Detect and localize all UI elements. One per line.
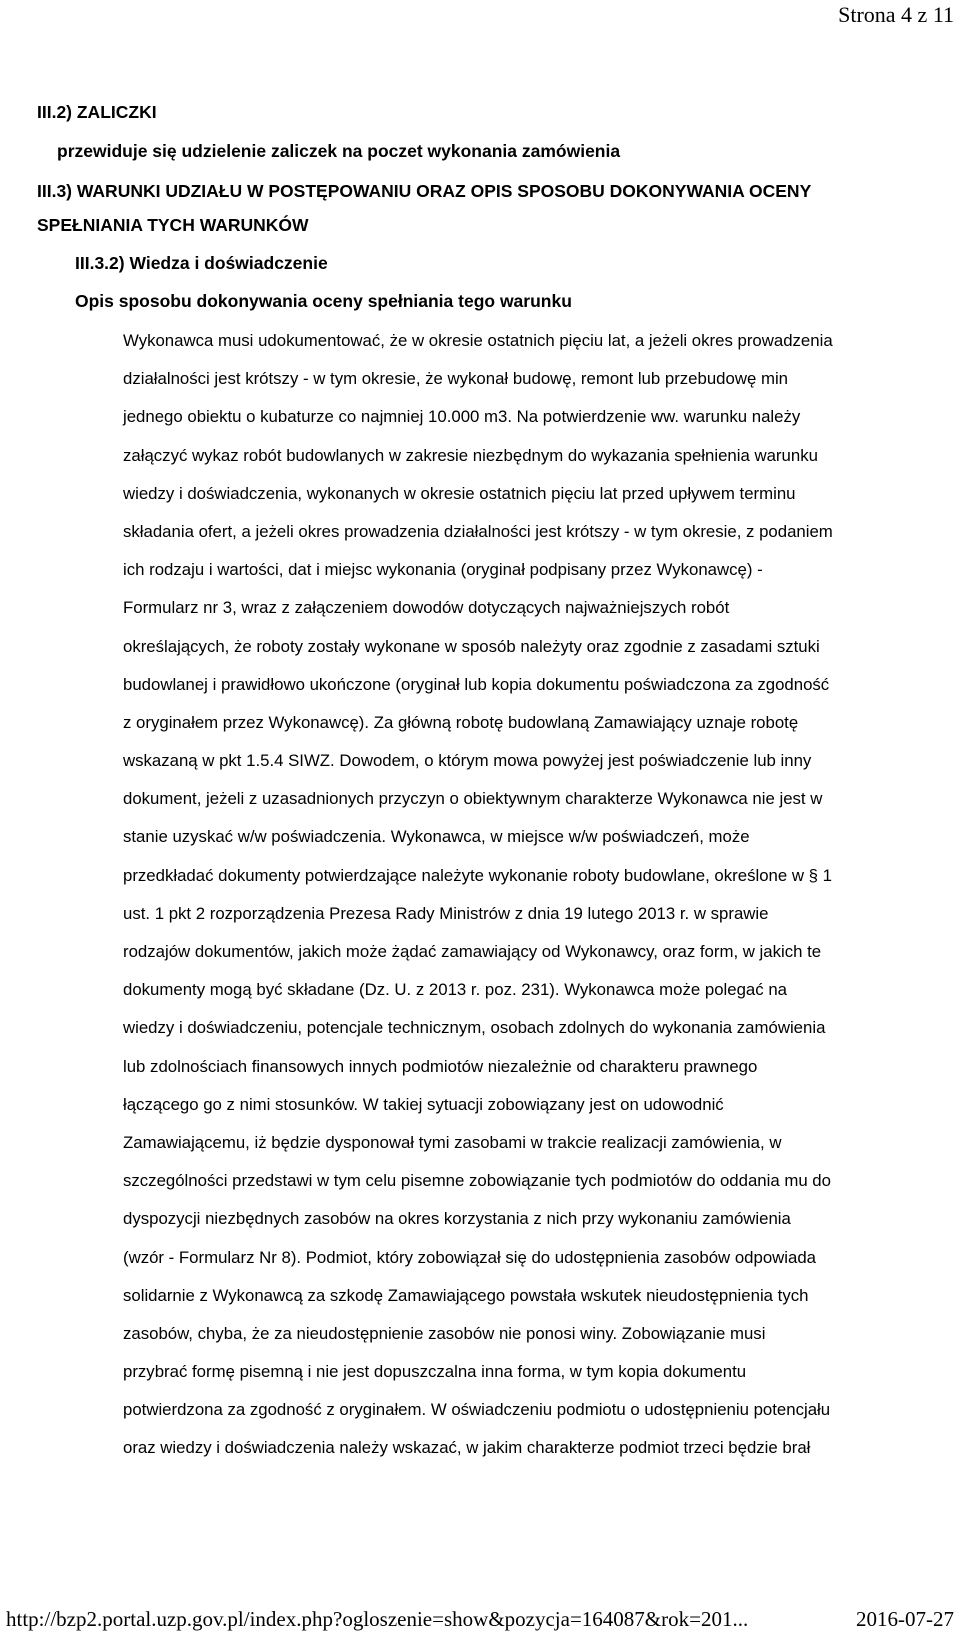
section-heading-warunki: III.3) WARUNKI UDZIAŁU W POSTĘPOWANIU ORAZ OPIS SPOSOBU DOKONYWANIA OCENY: [37, 181, 812, 201]
body-line: solidarnie z Wykonawcą za szkodę Zamawiającego powstała wskutek nieudostępnienia tych: [123, 1285, 809, 1305]
body-line: potwierdzona za zgodność z oryginałem. W oświadczeniu podmiotu o udostępnieniu potencjału: [123, 1400, 831, 1420]
body-line: (wzór - Formularz Nr 8). Podmiot, który zobowiązał się do udostępnienia zasobów odpowiada: [123, 1247, 817, 1267]
body-line: załączyć wykaz robót budowlanych w zakresie niezbędnym do wykazania spełnienia warunku: [123, 445, 818, 465]
body-line: wiedzy i doświadczeniu, potencjale technicznym, osobach zdolnych do wykonania zamówienia: [123, 1018, 826, 1038]
body-line: szczególności przedstawi w tym celu pisemne zobowiązanie tych podmiotów do oddania mu do: [123, 1171, 831, 1191]
footer-url: http://bzp2.portal.uzp.gov.pl/index.php?ogloszenie=show&pozycja=164087&rok=201...: [6, 1607, 749, 1631]
body-line: składania ofert, a jeżeli okres prowadzenia działalności jest krótszy - w tym okresie, z podaniem: [123, 521, 833, 541]
body-line: rodzajów dokumentów, jakich może żądać zamawiający od Wykonawcy, oraz form, w jakich te: [123, 942, 822, 961]
body-line: działalności jest krótszy - w tym okresie, że wykonał budowę, remont lub przebudowę min: [123, 369, 789, 389]
body-line: Formularz nr 3, wraz z załączeniem dowodów dotyczących najważniejszych robót: [123, 598, 730, 618]
body-line: lub zdolnościach finansowych innych podmiotów niezależnie od charakteru prawnego: [123, 1056, 758, 1076]
body-line: Wykonawca musi udokumentować, że w okresie ostatnich pięciu lat, a jeżeli okres prowadzenia: [123, 331, 833, 350]
body-line: zasobów, chyba, że za nieudostępnienie zasobów nie ponosi winy. Zobowiązanie musi: [123, 1323, 766, 1343]
section-heading-zaliczki: III.2) ZALICZKI: [37, 102, 157, 122]
body-line: oraz wiedzy i doświadczenia należy wskazać, w jakim charakterze podmiot trzeci będzie brał: [123, 1438, 811, 1458]
body-line: ust. 1 pkt 2 rozporządzenia Prezesa Rady Ministrów z dnia 19 lutego 2013 r. w sprawie: [123, 903, 769, 923]
zaliczki-text: przewiduje się udzielenie zaliczek na poczet wykonania zamówienia: [57, 141, 621, 161]
body-line: dyspozycji niezbędnych zasobów na okres korzystania z nich przy wykonaniu zamówienia: [123, 1209, 791, 1229]
body-line: z oryginałem przez Wykonawcę). Za główną robotę budowlaną Zamawiający uznaje robotę: [123, 712, 799, 732]
body-line: dokumenty mogą być składane (Dz. U. z 2013 r. poz. 231). Wykonawca może polegać na: [123, 980, 787, 1000]
body-line: przybrać formę pisemną i nie jest dopuszczalna inna forma, w tym kopia dokumentu: [123, 1362, 747, 1382]
subsection-heading-opis: Opis sposobu dokonywania oceny spełniania tego warunku: [75, 291, 572, 311]
body-line: określających, że roboty zostały wykonane w sposób należyty oraz zgodnie z zasadami sztuki: [123, 636, 820, 656]
page-number: Strona 4 z 11: [838, 2, 954, 27]
body-line: łączącego go z nimi stosunków. W takiej sytuacji zobowiązany jest on udowodnić: [123, 1094, 724, 1114]
body-line: wiedzy i doświadczenia, wykonanych w okresie ostatnich pięciu lat przed upływem terminu: [123, 483, 796, 503]
body-line: przedkładać dokumenty potwierdzające należyte wykonanie roboty budowlane, określone w § 1: [123, 865, 832, 885]
body-line: ich rodzaju i wartości, dat i miejsc wykonania (oryginał podpisany przez Wykonawcę) -: [123, 560, 763, 580]
body-line: jednego obiektu o kubaturze co najmniej 10.000 m3. Na potwierdzenie ww. warunku należy: [123, 407, 801, 427]
body-line: wskazaną w pkt 1.5.4 SIWZ. Dowodem, o którym mowa powyżej jest poświadczenie lub inny: [123, 751, 812, 771]
body-line: stanie uzyskać w/w poświadczenia. Wykonawca, w miejsce w/w poświadczeń, może: [123, 827, 750, 847]
body-paragraph: [123, 322, 953, 1468]
body-line: Zamawiającemu, iż będzie dysponował tymi zasobami w trakcie realizacji zamówienia, w: [123, 1132, 782, 1152]
body-line: budowlanej i prawidłowo ukończone (oryginał lub kopia dokumentu poświadczona za zgodność: [123, 674, 830, 694]
subsection-heading-wiedza: III.3.2) Wiedza i doświadczenie: [75, 253, 328, 273]
body-line: dokument, jeżeli z uzasadnionych przyczyn o obiektywnym charakterze Wykonawca nie jest w: [123, 789, 823, 809]
section-heading-warunki-continued: SPEŁNIANIA TYCH WARUNKÓW: [37, 215, 309, 235]
footer-date: 2016-07-27: [856, 1607, 954, 1631]
